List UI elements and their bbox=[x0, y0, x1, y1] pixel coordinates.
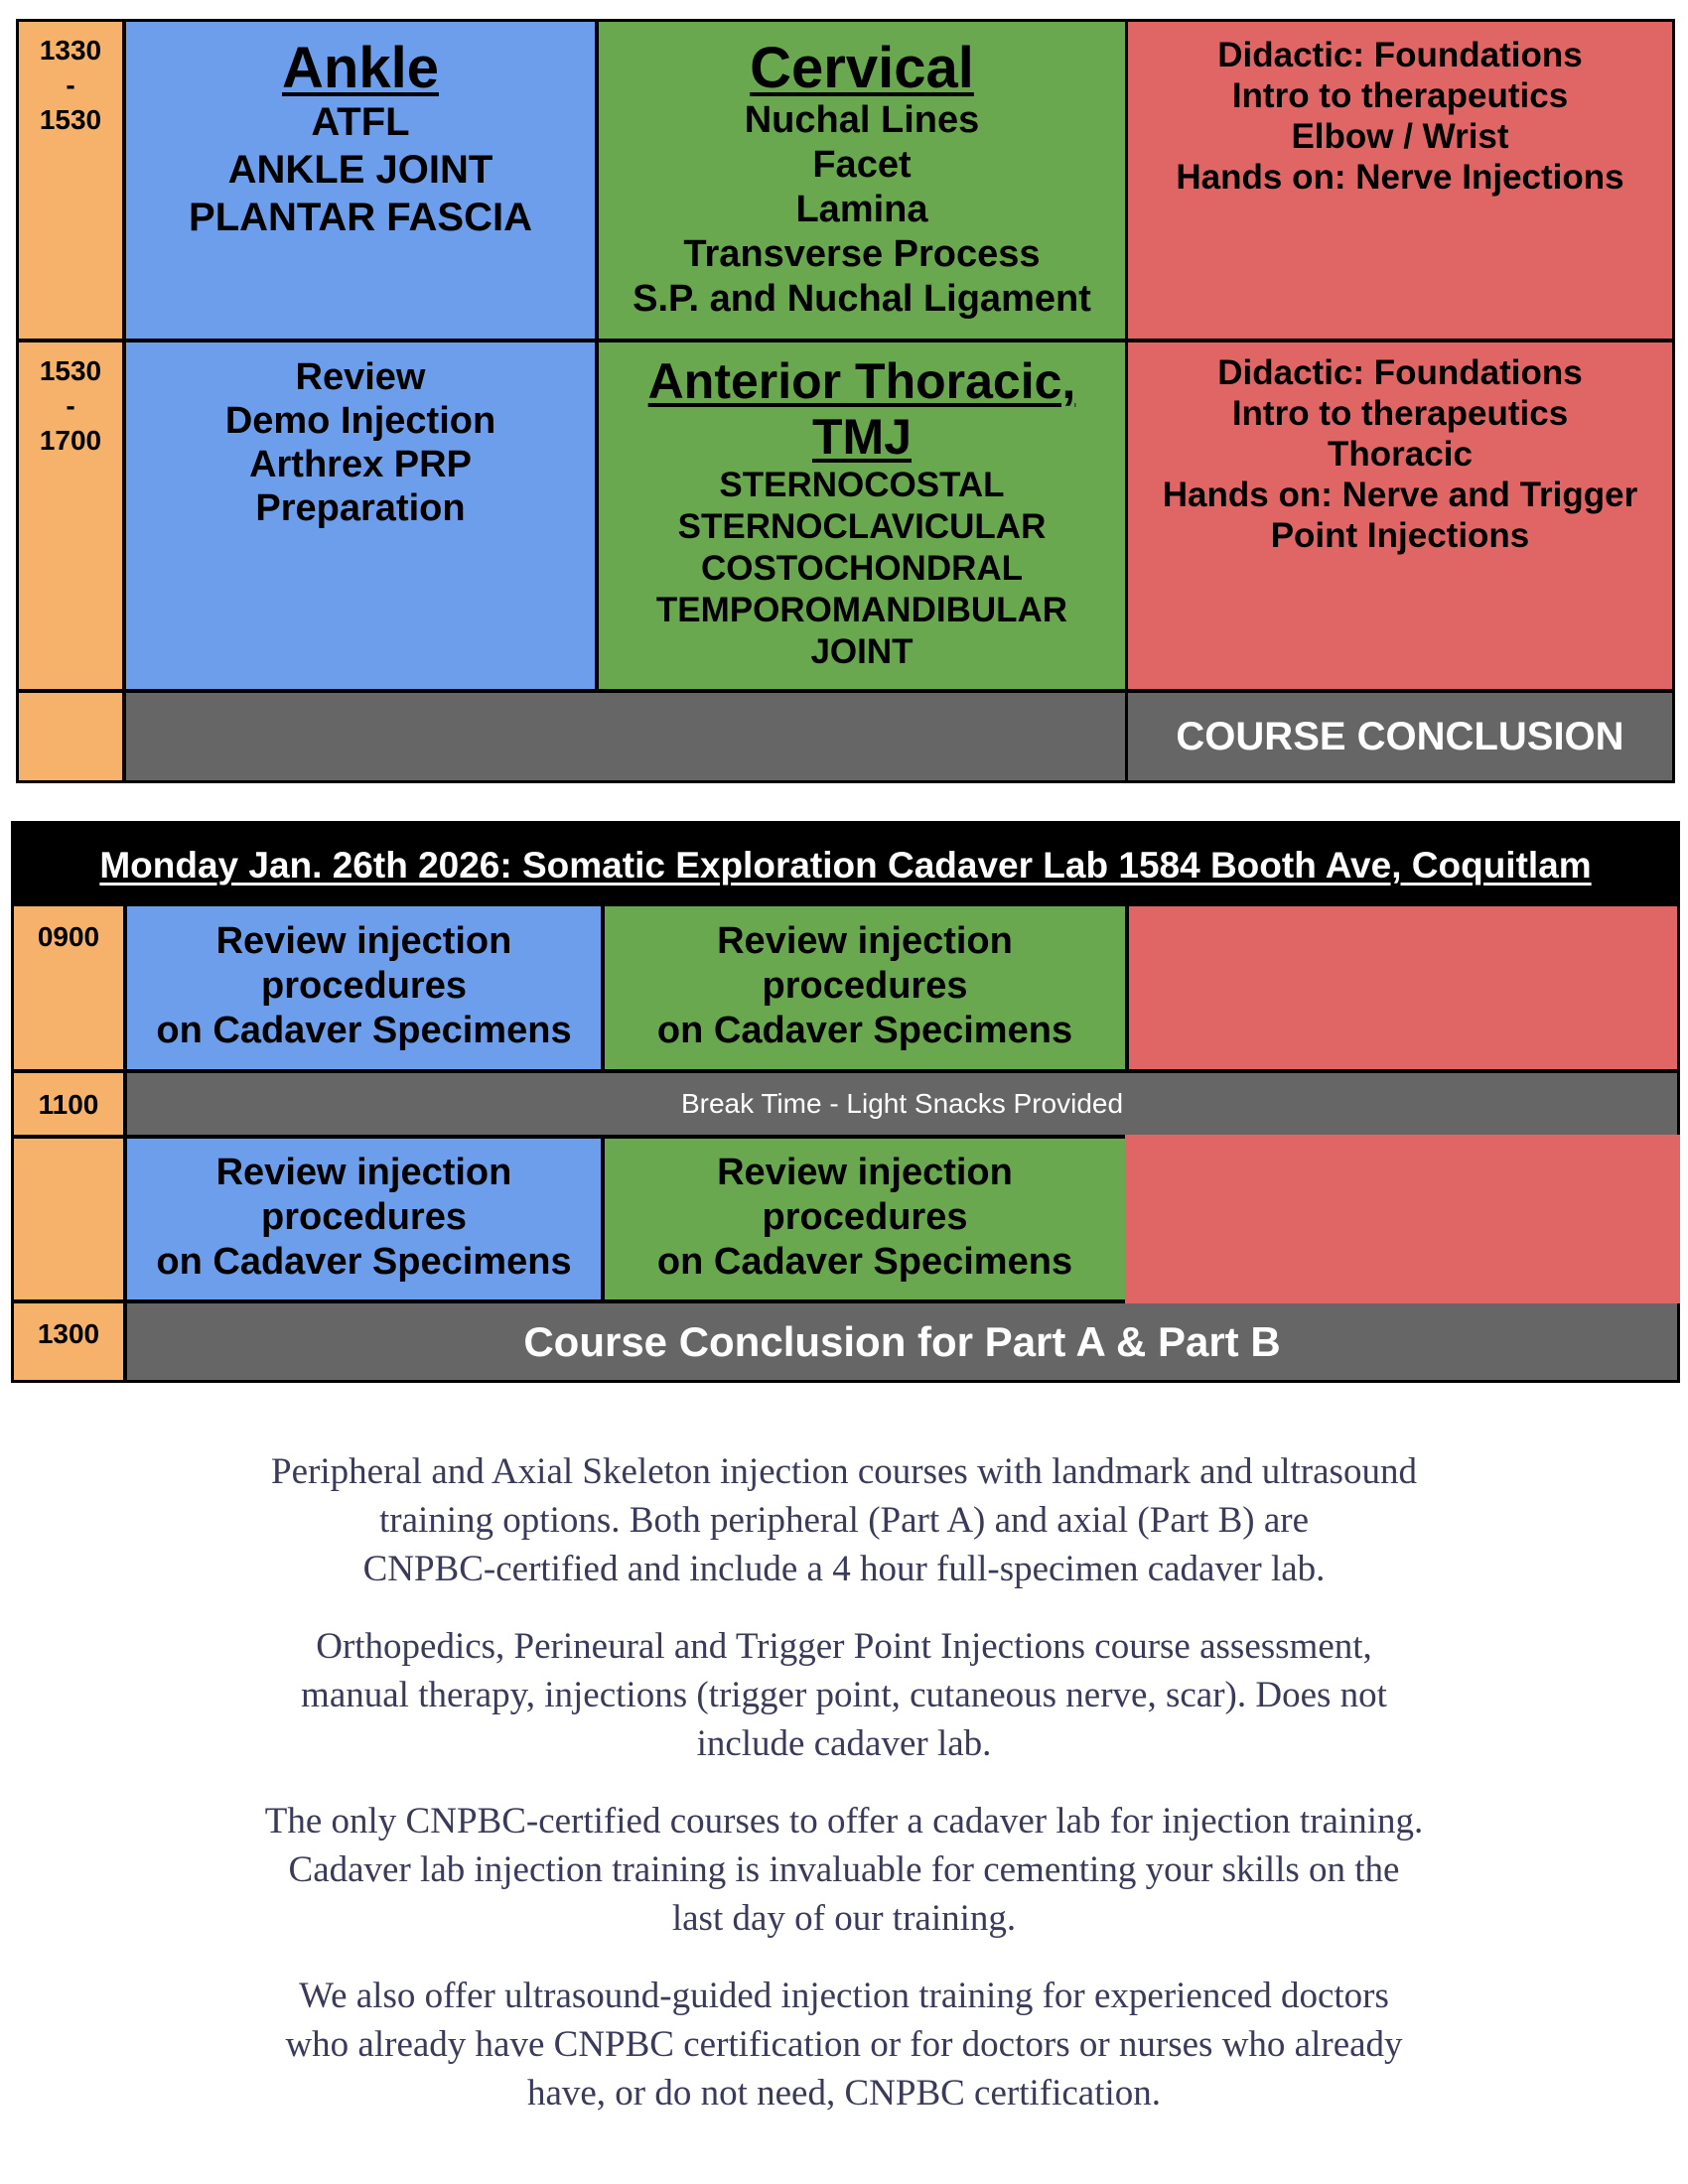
course-conclusion-cell bbox=[1128, 693, 1672, 780]
session-item: S.P. and Nuchal Ligament bbox=[633, 278, 1091, 320]
text-line: Peripheral and Axial Skeleton injection courses with landmark and ultrasound bbox=[271, 1451, 1417, 1492]
break-time-row bbox=[127, 1073, 1677, 1135]
time-label: 1100 bbox=[38, 1088, 99, 1120]
session-item: procedures bbox=[261, 965, 467, 1007]
text-line: Cadaver lab injection training is invaluable for cementing your skills on the bbox=[288, 1849, 1400, 1890]
time-start: 1530 bbox=[39, 355, 102, 386]
time-slot-empty bbox=[19, 693, 122, 780]
session-item: Review bbox=[295, 356, 426, 398]
session-item: Point Injections bbox=[1270, 516, 1530, 555]
gray-spacer-cell bbox=[126, 693, 1125, 780]
session-item: JOINT bbox=[810, 632, 914, 671]
session-item: STERNOCOSTAL bbox=[719, 466, 1005, 504]
session-item: Review injection bbox=[717, 920, 1013, 962]
time-slot-1330-1530 bbox=[19, 22, 122, 339]
text-line: manual therapy, injections (trigger point, cutaneous nerve, scar). Does not bbox=[301, 1675, 1387, 1715]
session-item: ANKLE JOINT bbox=[227, 148, 493, 192]
paragraph-orthopedics-course bbox=[0, 1622, 1688, 1768]
cadaver-lab-day-header: Monday Jan. 26th 2026: Somatic Exploration Cadaver Lab 1584 Booth Ave, Coquitlam bbox=[99, 844, 1592, 886]
review-demo-session bbox=[126, 342, 595, 689]
session-item: on Cadaver Specimens bbox=[156, 1241, 572, 1283]
session-item: Review injection bbox=[215, 1152, 512, 1193]
session-item: Lamina bbox=[795, 189, 928, 230]
empty-red-cell bbox=[1129, 906, 1677, 1069]
text-line: CNPBC-certified and include a 4 hour full-specimen cadaver lab. bbox=[362, 1549, 1326, 1589]
session-item: TEMPOROMANDIBULAR bbox=[655, 591, 1068, 629]
paragraph-cadaver-lab bbox=[0, 1797, 1688, 1943]
session-item: procedures bbox=[762, 965, 968, 1007]
ankle-session bbox=[126, 22, 595, 339]
session-title: Anterior Thoracic, TMJ bbox=[647, 353, 1076, 465]
session-item: Didactic: Foundations bbox=[1217, 353, 1583, 392]
course-description bbox=[0, 1447, 1688, 2146]
break-time-label: Break Time - Light Snacks Provided bbox=[680, 1088, 1124, 1119]
time-label: 1300 bbox=[37, 1318, 100, 1349]
session-item: Hands on: Nerve and Trigger bbox=[1162, 476, 1638, 514]
time-separator: - bbox=[66, 69, 75, 100]
time-end: 1530 bbox=[39, 104, 102, 135]
course-conclusion-row bbox=[127, 1303, 1677, 1380]
session-item: on Cadaver Specimens bbox=[656, 1241, 1073, 1283]
text-line: who already have CNPBC certification or for doctors or nurses who already bbox=[285, 2024, 1403, 2065]
text-line: The only CNPBC-certified courses to offer a cadaver lab for injection training. bbox=[264, 1801, 1424, 1842]
session-item: Thoracic bbox=[1328, 435, 1473, 474]
anterior-thoracic-tmj-session bbox=[599, 342, 1125, 689]
time-end: 1700 bbox=[39, 425, 102, 456]
time-slot-1100 bbox=[14, 1073, 123, 1135]
session-item: on Cadaver Specimens bbox=[656, 1010, 1073, 1051]
text-line: have, or do not need, CNPBC certification. bbox=[526, 2073, 1162, 2114]
session-title: Cervical bbox=[750, 36, 974, 100]
session-item: Elbow / Wrist bbox=[1291, 117, 1509, 156]
paragraph-ultrasound-training bbox=[0, 1972, 1688, 2117]
cervical-session bbox=[599, 22, 1125, 339]
text-line: We also offer ultrasound-guided injection training for experienced doctors bbox=[299, 1976, 1389, 2016]
session-item: procedures bbox=[261, 1196, 467, 1238]
time-start: 1330 bbox=[39, 35, 102, 66]
text-line: include cadaver lab. bbox=[696, 1723, 992, 1764]
part-a-cadaver-review bbox=[127, 1139, 601, 1299]
session-item: Review injection bbox=[717, 1152, 1013, 1193]
course-conclusion-label: COURSE CONCLUSION bbox=[1176, 714, 1624, 758]
part-a-cadaver-review bbox=[127, 906, 601, 1069]
session-item: on Cadaver Specimens bbox=[156, 1010, 572, 1051]
session-item: Review injection bbox=[215, 920, 512, 962]
session-item: Facet bbox=[812, 144, 912, 186]
time-slot-1530-1700 bbox=[19, 342, 122, 689]
session-item: Demo Injection bbox=[224, 400, 496, 442]
session-item: Arthrex PRP bbox=[249, 444, 472, 485]
session-item: PLANTAR FASCIA bbox=[189, 196, 532, 239]
paragraph-course-overview bbox=[0, 1447, 1688, 1593]
session-item: Didactic: Foundations bbox=[1217, 36, 1583, 74]
didactic-thoracic-session bbox=[1128, 342, 1672, 689]
part-b-cadaver-review bbox=[605, 906, 1125, 1069]
session-item: STERNOCLAVICULAR bbox=[677, 507, 1047, 546]
time-slot-empty bbox=[14, 1139, 123, 1299]
session-item: Hands on: Nerve Injections bbox=[1176, 158, 1624, 197]
course-conclusion-label: Course Conclusion for Part A & Part B bbox=[523, 1317, 1281, 1365]
time-separator: - bbox=[66, 390, 75, 421]
didactic-elbow-wrist-session bbox=[1128, 22, 1672, 339]
empty-red-cell bbox=[1125, 1135, 1680, 1303]
session-item: ATFL bbox=[311, 100, 410, 144]
session-item: Nuchal Lines bbox=[744, 99, 980, 141]
session-item: Transverse Process bbox=[683, 233, 1041, 275]
session-item: Preparation bbox=[255, 487, 466, 529]
session-item: procedures bbox=[762, 1196, 968, 1238]
time-label: 0900 bbox=[37, 921, 100, 952]
session-title: Ankle bbox=[282, 36, 439, 100]
part-b-cadaver-review bbox=[605, 1139, 1125, 1299]
time-slot-0900 bbox=[14, 906, 123, 1069]
time-slot-1300 bbox=[14, 1303, 123, 1380]
text-line: Orthopedics, Perineural and Trigger Point Injections course assessment, bbox=[316, 1626, 1372, 1667]
session-item: Intro to therapeutics bbox=[1231, 76, 1569, 115]
session-item: COSTOCHONDRAL bbox=[700, 549, 1024, 588]
text-line: last day of our training. bbox=[671, 1898, 1017, 1939]
session-item: Intro to therapeutics bbox=[1231, 394, 1569, 433]
text-line: training options. Both peripheral (Part A) and axial (Part B) are bbox=[378, 1500, 1310, 1541]
